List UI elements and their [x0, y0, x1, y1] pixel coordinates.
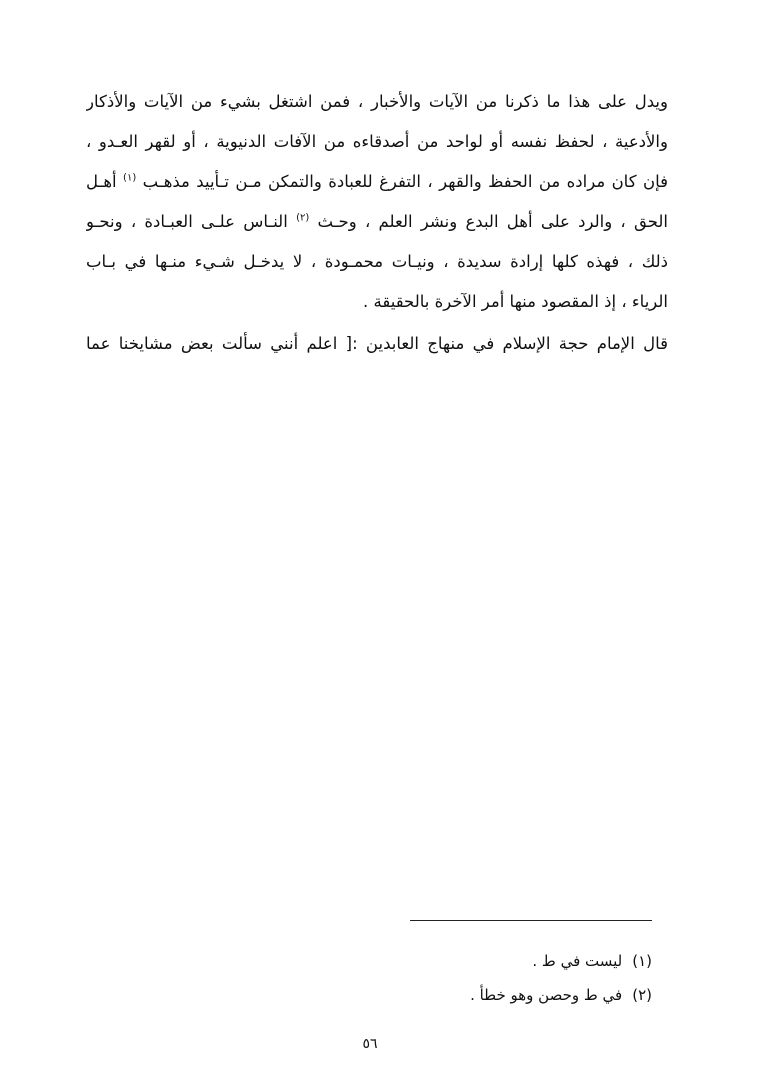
footnote-2: [300, 978, 652, 1012]
text-line-3-end: أهـل: [86, 172, 117, 191]
footnote-2-number: (٢): [632, 986, 652, 1004]
text-line-4: [86, 202, 668, 242]
footnote-separator: [410, 920, 652, 921]
text-line-3-main: فإن كان مراده من الحفظ والقهر ، التفرغ للعبادة والتمكن مـن تـأييد مذهـب: [142, 172, 668, 191]
footnote-2-text: في ط وحصن وهو خطأ .: [470, 986, 623, 1004]
footnote-1-text: ليست في ط .: [532, 952, 623, 970]
text-line-4-end: النـاس علـى العبـادة ، ونحـو: [86, 212, 288, 231]
footnote-ref-2: (٢): [296, 212, 310, 224]
footnote-ref-1: (١): [123, 172, 137, 184]
footnote-1: [300, 944, 652, 978]
text-line-1: ويدل على هذا ما ذكرنا من الآيات والأخبار ، فمن اشتغل بشيء من الآيات والأذكار: [86, 92, 668, 111]
text-line-6: الرياء ، إذ المقصود منها أمر الآخرة بالحقيقة .: [363, 292, 668, 311]
text-line-2: والأدعية ، لحفظ نفسه أو لواحد من أصدقاءه من الآفات الدنيوية ، أو لقهر العـدو ،: [86, 132, 668, 151]
text-line-4-main: الحق ، والرد على أهل البدع ونشر العلم ، وحـث: [317, 212, 668, 231]
footnotes: [300, 944, 652, 1012]
text-line-7: قال الإمام حجة الإسلام في منهاج العابدين :[ اعلم أنني سألت بعض مشايخنا عما: [86, 334, 668, 353]
text-line-3: [86, 162, 668, 202]
text-line-5: ذلك ، فهذه كلها إرادة سديدة ، ونيـات محمـودة ، لا يدخـل شـيء منـها في بـاب: [86, 252, 668, 271]
footnote-1-number: (١): [632, 952, 652, 970]
main-text: [86, 82, 668, 366]
page-number: ٥٦: [362, 1036, 378, 1052]
